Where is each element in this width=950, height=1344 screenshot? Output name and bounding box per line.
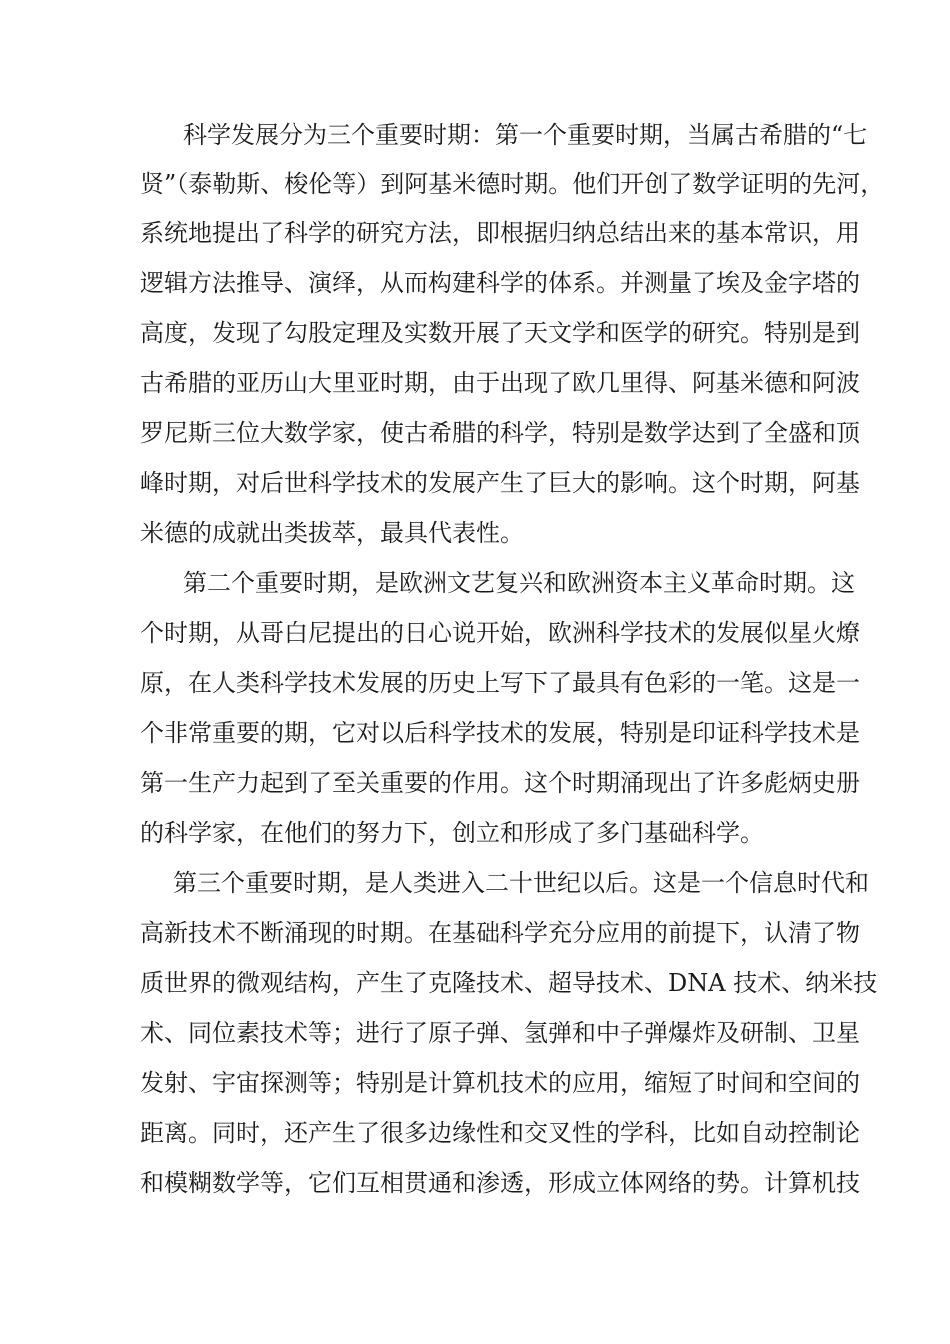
paragraph-line: 米德的成就出类拔萃，最具代表性。 [140, 519, 524, 547]
paragraph-line: 距离。同时，还产生了很多边缘性和交叉性的学科，比如自动控制论 [140, 1119, 860, 1147]
paragraph-line: 和模糊数学等，它们互相贯通和渗透，形成立体网络的势。计算机技 [140, 1169, 860, 1197]
paragraph-line: 原，在人类科学技术发展的历史上写下了最具有色彩的一笔。这是一 [140, 669, 860, 697]
paragraph-line: 的科学家，在他们的努力下，创立和形成了多门基础科学。 [140, 819, 764, 847]
paragraph-line: 术、同位素技术等；进行了原子弹、氢弹和中子弹爆炸及研制、卫星 [140, 1019, 860, 1047]
paragraph-line: 第二个重要时期，是欧洲文艺复兴和欧洲资本主义革命时期。这 [183, 569, 855, 597]
paragraph-line: 高度，发现了勾股定理及实数开展了天文学和医学的研究。特别是到 [140, 319, 860, 347]
paragraph-line: 系统地提出了科学的研究方法，即根据归纳总结出来的基本常识，用 [140, 219, 860, 247]
paragraph-line: 罗尼斯三位大数学家，使古希腊的科学，特别是数学达到了全盛和顶 [140, 419, 860, 447]
paragraph-line: 个非常重要的期，它对以后科学技术的发展，特别是印证科学技术是 [140, 719, 860, 747]
paragraph-line: 逻辑方法推导、演绎，从而构建科学的体系。并测量了埃及金字塔的 [140, 269, 860, 297]
paragraph-line: 质世界的微观结构，产生了克隆技术、超导技术、DNA 技术、纳米技 [140, 969, 878, 997]
paragraph-line: 发射、宇宙探测等；特别是计算机技术的应用，缩短了时间和空间的 [140, 1069, 860, 1097]
paragraph-line: 贤”（泰勒斯、梭伦等）到阿基米德时期。他们开创了数学证明的先河， [140, 170, 885, 198]
paragraph-line: 第一生产力起到了至关重要的作用。这个时期涌现出了许多彪炳史册 [140, 769, 860, 797]
paragraph-line: 第三个重要时期，是人类进入二十世纪以后。这是一个信息时代和 [173, 869, 869, 897]
paragraph-line: 科学发展分为三个重要时期：第一个重要时期，当属古希腊的“七 [183, 121, 868, 149]
paragraph-line: 高新技术不断涌现的时期。在基础科学充分应用的前提下，认清了物 [140, 919, 860, 947]
paragraph-line: 峰时期，对后世科学技术的发展产生了巨大的影响。这个时期，阿基 [140, 469, 860, 497]
paragraph-line: 个时期，从哥白尼提出的日心说开始，欧洲科学技术的发展似星火燎 [140, 619, 860, 647]
paragraph-line: 古希腊的亚历山大里亚时期，由于出现了欧几里得、阿基米德和阿波 [140, 369, 860, 397]
